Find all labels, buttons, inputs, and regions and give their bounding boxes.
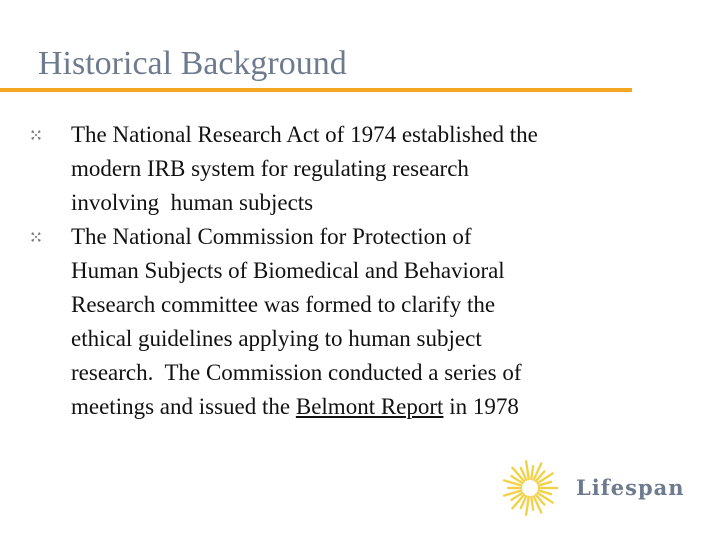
bullet-line: Research committee was formed to clarify the: [71, 292, 496, 317]
sun-ray: [526, 497, 529, 515]
bullet-line-segment: in 1978: [443, 394, 519, 419]
bullet-item: [30, 220, 670, 424]
bullet-list: [30, 118, 670, 424]
bullet-line: [71, 390, 670, 424]
title-underline-rule: [0, 88, 632, 92]
sun-ray: [526, 461, 529, 479]
sunburst-icon: [500, 458, 560, 518]
bullet-line: ethical guidelines applying to human subject: [71, 326, 482, 351]
bullet-line-segment: meetings and issued the: [71, 394, 296, 419]
bullet-line: The National Research Act of 1974 established the: [71, 122, 538, 147]
bullet-line: Human Subjects of Biomedical and Behavioral: [71, 258, 505, 283]
sun-ray: [531, 497, 533, 510]
bullet-item: [30, 118, 670, 220]
bullet-line: involving human subjects: [71, 190, 314, 215]
sun-ray: [531, 466, 533, 479]
belmont-report-reference: Belmont Report: [295, 394, 444, 419]
logo-wordmark: Lifespan: [576, 475, 685, 500]
bullet-line: The National Commission for Protection of: [71, 224, 472, 249]
diamond-bullet-icon: [30, 231, 42, 243]
slide-title: Historical Background: [38, 45, 347, 82]
bullet-line: modern IRB system for regulating research: [71, 156, 469, 181]
diamond-bullet-icon: [30, 129, 42, 141]
lifespan-logo: [500, 458, 685, 518]
bullet-line: research. The Commission conducted a series of: [71, 360, 522, 385]
